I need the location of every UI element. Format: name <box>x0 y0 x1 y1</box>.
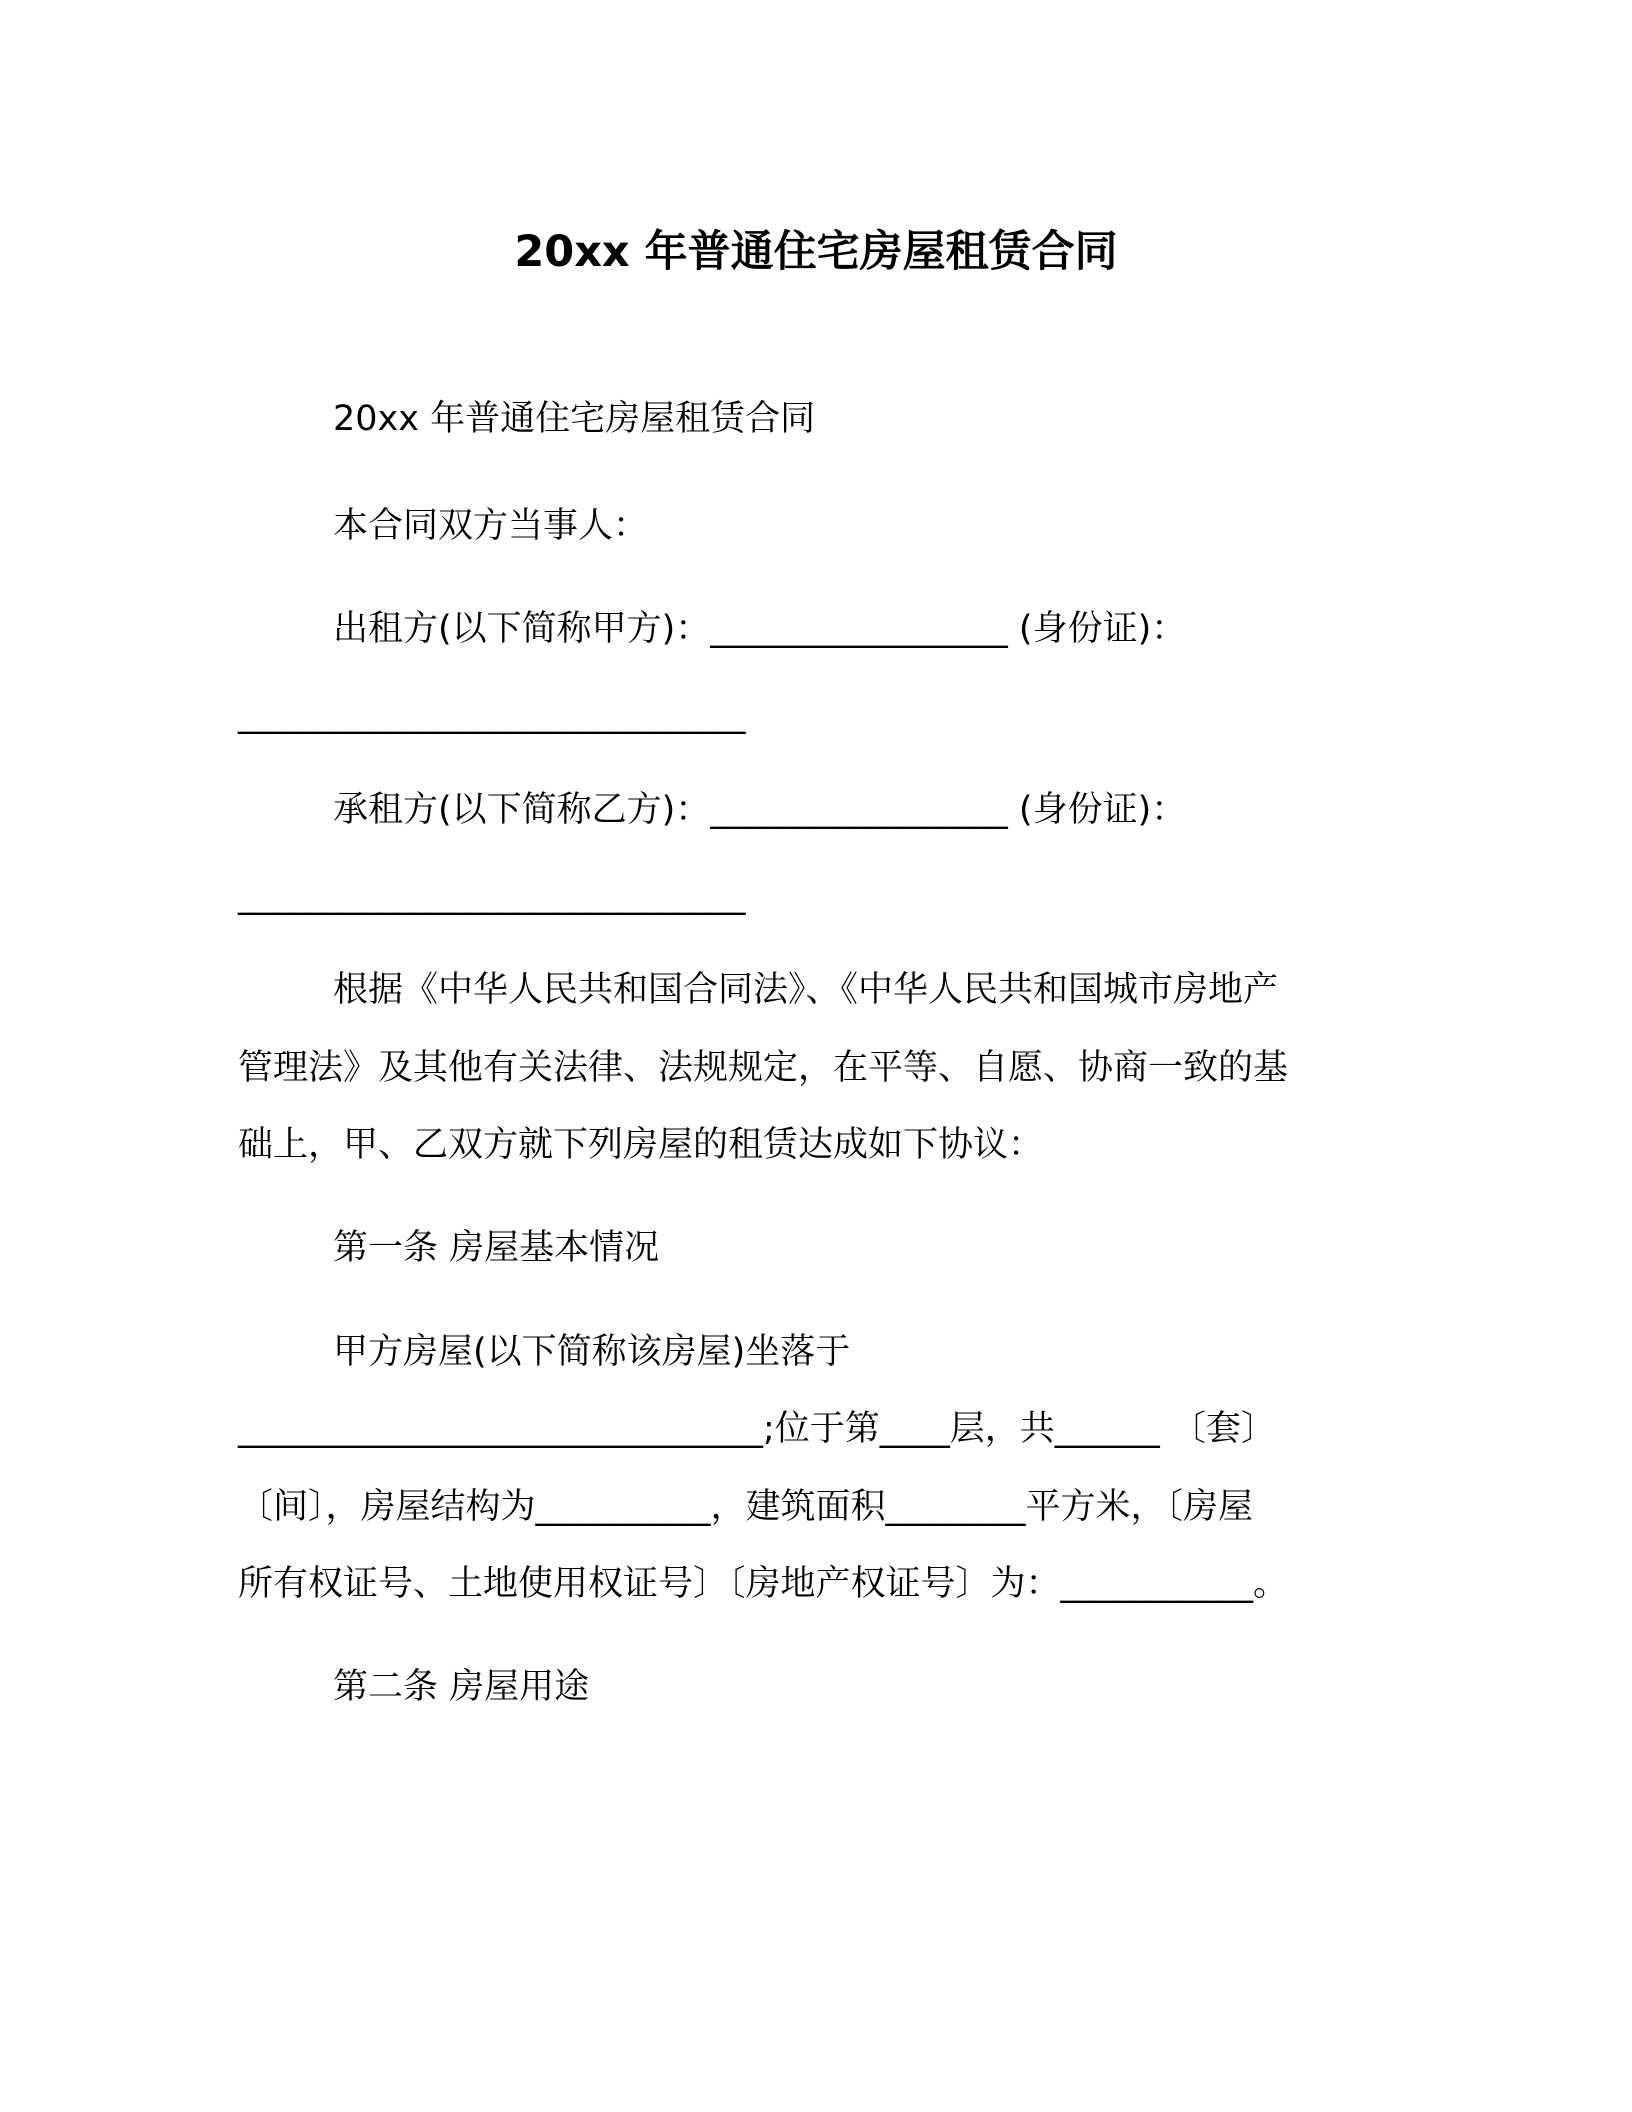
paragraph-line: 管理法》及其他有关法律、法规规定，在平等、自愿、协商一致的基 <box>238 1048 1289 1088</box>
parties-heading: 本合同双方当事人： <box>333 506 649 546</box>
lessor-line: 出租方(以下简称甲方)：_________________ (身份证)： <box>333 609 1187 649</box>
page-title: 20xx 年普通住宅房屋租赁合同 <box>514 227 1118 277</box>
article-1-heading: 第一条 房屋基本情况 <box>333 1228 660 1268</box>
lessee-line: 承租方(以下简称乙方)：_________________ (身份证)： <box>333 790 1187 830</box>
paragraph-line: 所有权证号、土地使用权证号〕〔房地产权证号〕为：___________。 <box>238 1564 1289 1604</box>
lessee-id-blank: _____________________________ <box>238 876 746 916</box>
paragraph-line: ______________________________;位于第____层，共______ 〔套〕 <box>238 1409 1276 1449</box>
paragraph-line: 〔间〕，房屋结构为__________，建筑面积________平方米，〔房屋 <box>238 1487 1254 1527</box>
subtitle-line: 20xx 年普通住宅房屋租赁合同 <box>333 399 816 439</box>
paragraph-line: 甲方房屋(以下简称该房屋)坐落于 <box>333 1332 851 1372</box>
paragraph-line: 础上，甲、乙双方就下列房屋的租赁达成如下协议： <box>238 1125 1044 1165</box>
lessor-id-blank: _____________________________ <box>238 695 746 735</box>
article-2-heading: 第二条 房屋用途 <box>333 1667 590 1707</box>
paragraph-line: 根据《中华人民共和国合同法》、《中华人民共和国城市房地产 <box>333 970 1279 1010</box>
